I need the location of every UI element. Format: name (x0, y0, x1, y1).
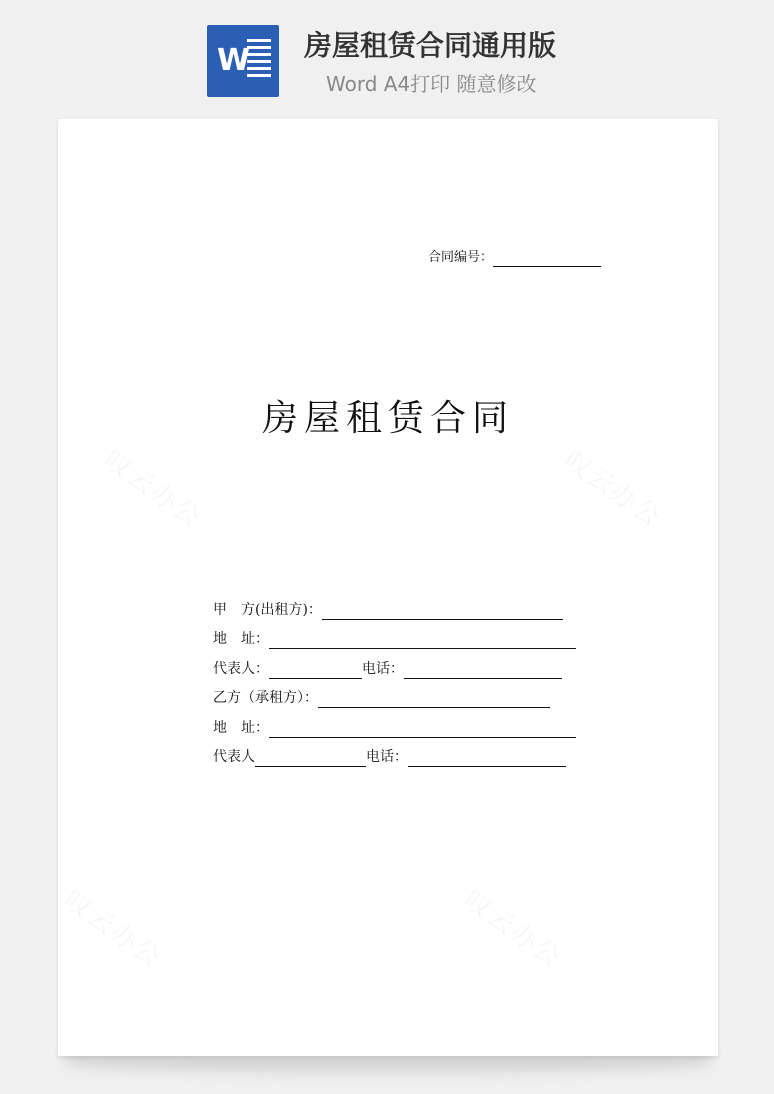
document-lines-icon (247, 39, 271, 83)
party-a-address-blank (269, 632, 576, 649)
party-a-rep-blank (269, 662, 362, 679)
watermark (458, 880, 571, 975)
contract-number-blank (493, 252, 601, 267)
watermark (558, 440, 671, 535)
party-a-phone-blank (404, 662, 562, 679)
party-b-blank (318, 691, 550, 708)
party-a-row (213, 600, 593, 629)
party-b-address-label: 地 址： (213, 719, 269, 736)
document-page (58, 119, 718, 1056)
page-subtitle: Word A4打印 随意修改 (326, 72, 537, 96)
header-banner (0, 0, 774, 110)
word-logo-letter: W (217, 43, 251, 78)
party-b-address-row (213, 718, 593, 747)
party-b-rep-row (213, 747, 593, 776)
party-a-blank (322, 603, 563, 620)
party-b-address-blank (269, 721, 576, 738)
page-title: 房屋租赁合同通用版 (304, 29, 557, 62)
party-a-rep-row (213, 659, 593, 688)
party-a-phone-label: 电话： (362, 660, 404, 677)
watermark (98, 440, 211, 535)
parties-section (213, 600, 593, 776)
document-title: 房屋租赁合同 (261, 398, 514, 439)
party-b-phone-label: 电话： (366, 748, 408, 765)
contract-number (428, 249, 601, 267)
word-document-icon (207, 25, 279, 97)
party-b-label: 乙方（承租方）： (213, 690, 318, 707)
watermark (58, 880, 171, 975)
party-b-phone-blank (408, 750, 566, 767)
party-b-rep-label: 代表人 (213, 748, 255, 765)
party-a-rep-label: 代表人： (213, 660, 269, 677)
contract-number-label: 合同编号： (428, 250, 494, 265)
party-a-address-label: 地 址： (213, 631, 269, 648)
party-a-label: 甲 方(出租方)： (213, 602, 322, 618)
party-a-address-row (213, 629, 593, 658)
party-b-rep-blank (255, 750, 366, 767)
party-b-row (213, 688, 593, 717)
